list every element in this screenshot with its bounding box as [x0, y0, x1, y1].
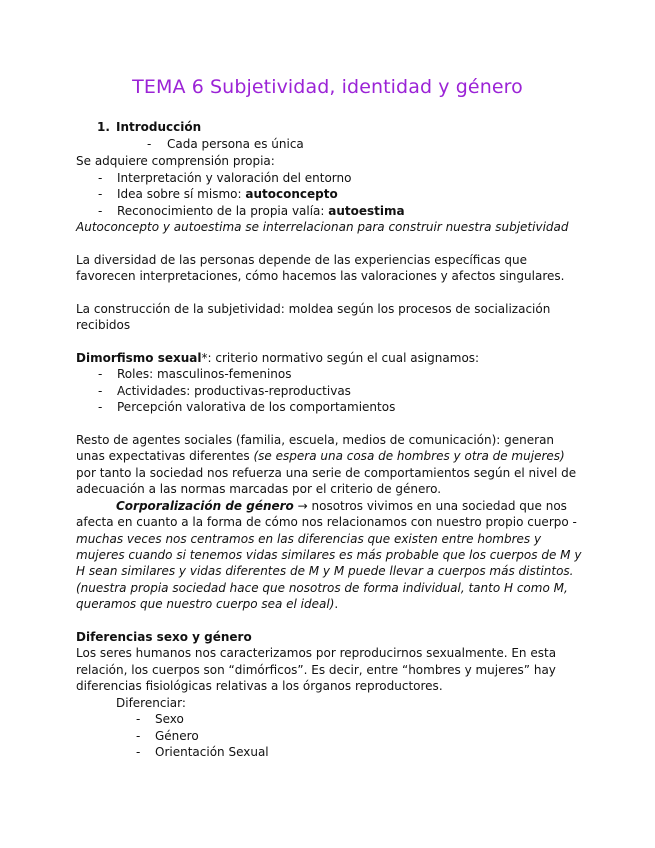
paragraph-line: La diversidad de las personas depende de las experiencias específicas que — [76, 253, 527, 267]
bullet-dash: - — [98, 400, 103, 414]
agentes-line: adecuación a las normas marcadas por el criterio de género. — [76, 482, 442, 496]
diferencias-lead: Diferenciar: — [116, 696, 186, 710]
paragraph-line: recibidos — [76, 318, 131, 332]
corporalizacion-italic-line: mujeres cuando si tenemos vidas similares es más probable que los cuerpos de M y — [76, 548, 582, 562]
corporalizacion-line: afecta en cuanto a la forma de cómo nos relacionamos con nuestro propio cuerpo - — [76, 515, 577, 529]
diferencias-heading: Diferencias sexo y género — [76, 630, 252, 644]
diferencias-item: Sexo — [155, 712, 184, 726]
corporalizacion-italic-line: H sean similares y vidas diferentes de M y M puede llevar a cuerpos más distintos. — [76, 564, 574, 578]
bullet-dash: - — [98, 187, 103, 201]
dimorfismo-definition: Dimorfismo sexual*: criterio normativo según el cual asignamos: — [76, 351, 480, 365]
diferencias-item: Género — [155, 729, 199, 743]
diferencias-line: Los seres humanos nos caracterizamos por reproducirnos sexualmente. En esta — [76, 646, 557, 660]
corporalizacion-italic-line: (nuestra propia sociedad hace que nosotros de forma individual, tanto H como M, — [76, 581, 568, 595]
bullet-dash: - — [136, 729, 141, 743]
bullet-dash: - — [98, 367, 103, 381]
dimorfismo-item: Roles: masculinos-femeninos — [117, 367, 292, 381]
dimorfismo-item: Percepción valorativa de los comportamientos — [117, 400, 396, 414]
agentes-line: Resto de agentes sociales (familia, escuela, medios de comunicación): generan — [76, 433, 555, 447]
paragraph-line: favorecen interpretaciones, cómo hacemos las valoraciones y afectos singulares. — [76, 269, 565, 283]
bullet-dash: - — [147, 137, 152, 151]
intro-lead: Se adquiere comprensión propia: — [76, 154, 275, 168]
paragraph-line: La construcción de la subjetividad: moldea según los procesos de socialización — [76, 302, 551, 316]
corporalizacion-line: Corporalización de género → nosotros vivimos en una sociedad que nos — [116, 499, 567, 513]
diferencias-line: diferencias fisiológicas relativas a los órganos reproductores. — [76, 679, 443, 693]
corporalizacion-italic-line: muchas veces nos centramos en las diferencias que existen entre hombres y — [76, 532, 542, 546]
dimorfismo-item: Actividades: productivas-reproductivas — [117, 384, 351, 398]
diferencias-line: relación, los cuerpos son “dimórficos”. Es decir, entre “hombres y mujeres” hay — [76, 663, 556, 677]
bullet-dash: - — [136, 745, 141, 759]
intro-number: 1. — [97, 120, 110, 134]
diferencias-item: Orientación Sexual — [155, 745, 269, 759]
intro-item: Idea sobre sí mismo: autoconcepto — [117, 187, 338, 201]
page-title: TEMA 6 Subjetividad, identidad y género — [132, 76, 523, 98]
agentes-line: unas expectativas diferentes (se espera una cosa de hombres y otra de mujeres) — [76, 449, 565, 463]
intro-italic-note: Autoconcepto y autoestima se interrelacionan para construir nuestra subjetividad — [76, 220, 569, 234]
intro-heading: Introducción — [116, 120, 202, 134]
corporalizacion-italic-line: queramos que nuestro cuerpo sea el ideal). — [76, 597, 339, 611]
bullet-dash: - — [98, 204, 103, 218]
intro-sub-item: Cada persona es única — [167, 137, 304, 151]
intro-item: Reconocimiento de la propia valía: autoestima — [117, 204, 405, 218]
bullet-dash: - — [98, 384, 103, 398]
agentes-line: por tanto la sociedad nos refuerza una serie de comportamientos según el nivel de — [76, 466, 577, 480]
bullet-dash: - — [98, 171, 103, 185]
intro-item: Interpretación y valoración del entorno — [117, 171, 352, 185]
bullet-dash: - — [136, 712, 141, 726]
